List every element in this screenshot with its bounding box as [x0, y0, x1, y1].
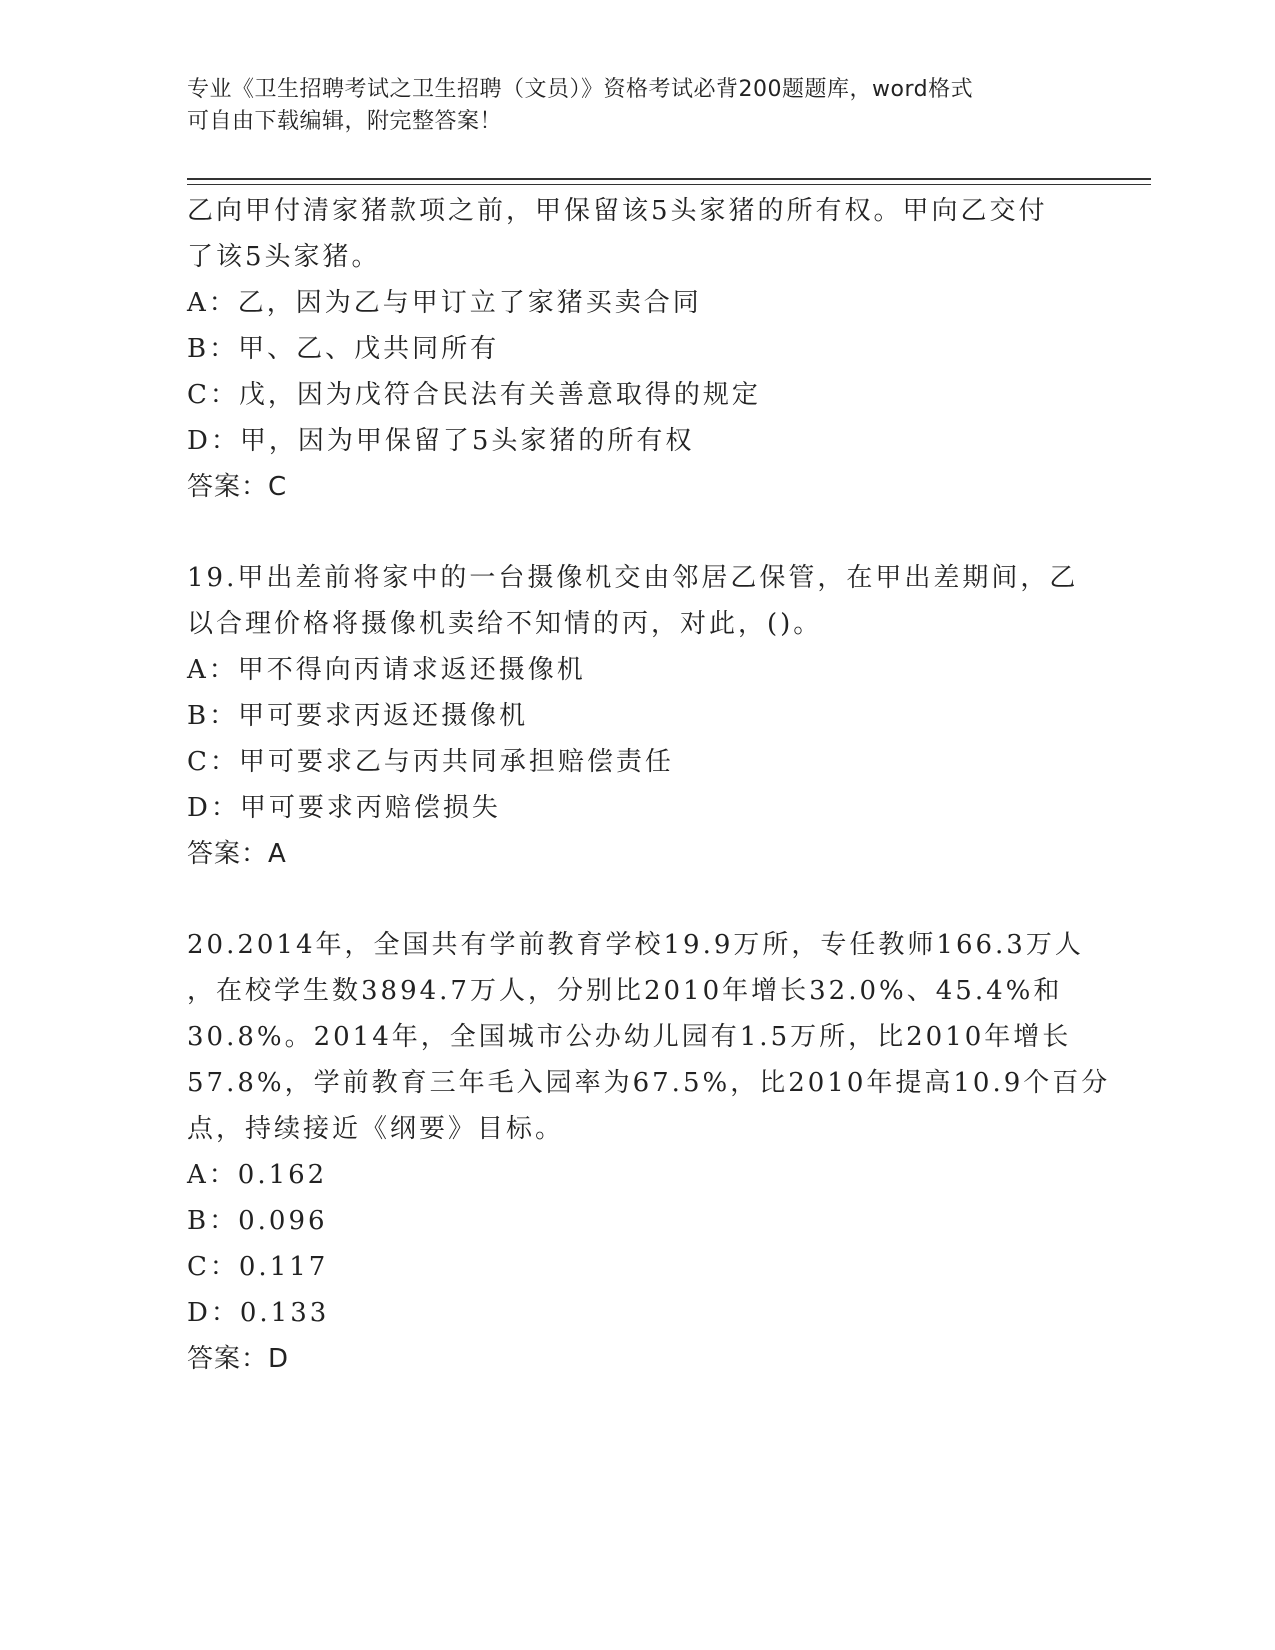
question-20 [187, 922, 1111, 1382]
answer-label: 答案：D [187, 1344, 290, 1374]
option-d: D：甲可要求丙赔偿损失 [187, 793, 501, 823]
option-d: D：甲，因为甲保留了5头家猪的所有权 [187, 426, 695, 456]
header-divider-thin [187, 184, 1151, 185]
question-18 [187, 188, 1087, 510]
question-text-line: 20.2014年，全国共有学前教育学校19.9万所，专任教师166.3万人 [187, 930, 1084, 960]
option-b: B：0.096 [187, 1206, 328, 1236]
question-19 [187, 555, 1087, 877]
header-title-line-2: 可自由下载编辑，附完整答案！ [187, 109, 503, 134]
question-text-line: 了该5头家猪。 [187, 242, 381, 272]
answer-label: 答案：A [187, 839, 287, 869]
option-c: C：甲可要求乙与丙共同承担赔偿责任 [187, 747, 674, 777]
option-b: B：甲可要求丙返还摄像机 [187, 701, 529, 731]
answer-label: 答案：C [187, 472, 288, 502]
option-d: D：0.133 [187, 1298, 330, 1328]
question-text-line: 乙向甲付清家猪款项之前，甲保留该5头家猪的所有权。甲向乙交付 [187, 196, 1048, 226]
header-divider-thick [187, 178, 1151, 180]
document-header [187, 74, 1087, 138]
option-c: C：戊，因为戊符合民法有关善意取得的规定 [187, 380, 761, 410]
option-a: A：甲不得向丙请求返还摄像机 [187, 655, 586, 685]
question-text-line: 19.甲出差前将家中的一台摄像机交由邻居乙保管，在甲出差期间，乙 [187, 563, 1079, 593]
header-title-line-1: 专业《卫生招聘考试之卫生招聘（文员）》资格考试必背200题题库，word格式 [187, 77, 974, 102]
question-text-line: ，在校学生数3894.7万人，分别比2010年增长32.0%、45.4%和 [187, 976, 1063, 1006]
option-b: B：甲、乙、戊共同所有 [187, 334, 500, 364]
question-text-line: 点，持续接近《纲要》目标。 [187, 1114, 565, 1144]
question-text-line: 30.8%。2014年，全国城市公办幼儿园有1.5万所，比2010年增长 [187, 1022, 1072, 1052]
option-a: A：乙，因为乙与甲订立了家猪买卖合同 [187, 288, 702, 318]
question-text-line: 57.8%，学前教育三年毛入园率为67.5%，比2010年提高10.9个百分 [187, 1068, 1111, 1098]
option-c: C：0.117 [187, 1252, 329, 1282]
question-text-line: 以合理价格将摄像机卖给不知情的丙，对此，()。 [187, 609, 823, 639]
question-content [187, 188, 1111, 1427]
option-a: A：0.162 [187, 1160, 328, 1190]
